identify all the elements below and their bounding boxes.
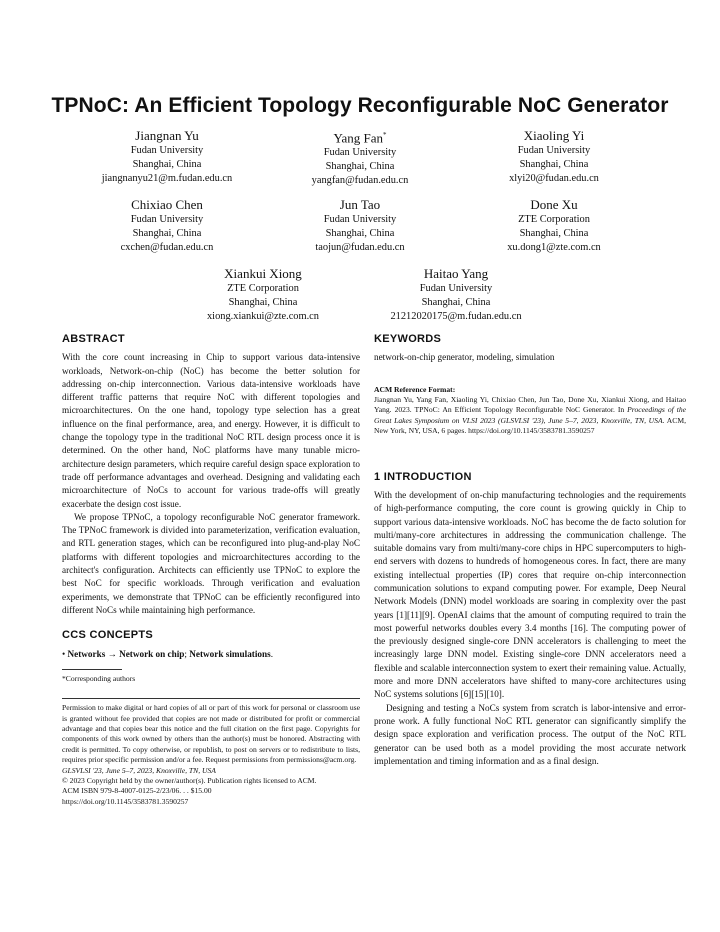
author-affiliation: Fudan University	[323, 214, 397, 225]
author-name: Jiangnan Yu	[135, 128, 199, 143]
permission-notice: Permission to make digital or hard copies of all or part of this work for personal or classroom use is granted without fee provided that copies are not made or distributed for profit or commercial advantage and that copies bear this notice and the full citation on the first page. Copyrights for components of this work owned by others than the author(s) must be honored. Abstracting with credit is permitted. To copy otherwise, or republish, to post on servers or to redistribute to lists, requires prior specific permission and/or a fee. Request permissions from permissions@acm.org.	[62, 703, 360, 765]
ref-format	[374, 395, 686, 437]
author-affiliation: Fudan University	[130, 145, 204, 156]
right-column	[374, 333, 686, 768]
ref-format-heading: ACM Reference Format:	[374, 384, 456, 394]
paper-title: TPNoC: An Efficient Topology Reconfigurable NoC Generator	[51, 94, 669, 117]
author-affiliation: ZTE Corporation	[518, 214, 590, 225]
author-email: yangfan@fudan.edu.cn	[311, 175, 409, 187]
copyright: © 2023 Copyright held by the owner/author(s). Publication rights licensed to ACM.	[62, 776, 317, 786]
ccs-term: Network simulations	[189, 648, 271, 659]
author-affiliation: Fudan University	[517, 145, 591, 156]
author-name: Xiankui Xiong	[224, 266, 302, 281]
author-block	[434, 127, 674, 186]
author-name: Haitao Yang	[423, 266, 489, 281]
author-name: Done Xu	[530, 197, 578, 212]
keywords: network-on-chip generator, modeling, simulation	[374, 352, 555, 363]
author-affiliation: Fudan University	[130, 214, 204, 225]
ref-text: ACM, New York, NY, USA, 6 pages. https://doi.org/10.1145/3583781.3590257	[374, 415, 687, 436]
ref-text: Jiangnan Yu, Yang Fan, Xiaoling Yi, Chixiao Chen, Jun Tao, Done Xu, Xiankui Xiong, and Haitao Yang. 2023. TPNoC: An Efficient Topology Reconfigurable NoC Generator. In	[374, 395, 686, 415]
intro-paragraph: Designing and testing a NoCs system from scratch is labor-intensive and error-prone work. A fully functional NoC RTL generator can significantly simplify the design space exploration and verification process. The output of the NoC RTL generator can be used both as a model providing the most accurate network implementation and timing information and as a final design.	[374, 702, 686, 766]
author-block	[336, 265, 576, 324]
author-location: Shanghai, China	[132, 228, 202, 239]
intro-paragraph: With the development of on-chip manufacturing technologies and the requirements of high-performance computing, the core count is growing quickly in Chip to support various data-intensive workloads. NoC has become the de facto solution for multi/many-core architectures in addressing the communication challenge. The suitable domains vary from multi/many-core chips in HPC supercomputers to high-end servers with dozens to hundreds of homogeneous cores. In fact, there are many existing intellectual properties (IP) cores that require on-chip interconnection communication solutions to expand computing power. For example, Deep Neural Network Models (DNN) model workloads are soaring in complexity over the past years [1][11][9]. OpenAI claims that the amount of computing required to train the most powerful networks doubles every 3.4 months [16]. The computing power of the previously designed single-core DNN accelerators is challenging to meet the increasingly large DNN model. Existing single-core DNN accelerators need a flexible and scalable interconnection system to exert their remaining value. Actually, more and more DNN accelerators have shifted to many-core architectures using NoC systems solutions [6][15][10].	[374, 489, 686, 700]
permission-rule	[62, 698, 360, 699]
author-location: Shanghai, China	[325, 228, 395, 239]
author-name: Xiaoling Yi	[523, 128, 585, 143]
author-email: xiong.xiankui@zte.com.cn	[206, 311, 319, 322]
author-affiliation: ZTE Corporation	[227, 283, 299, 294]
ccs-term: Networks	[67, 648, 106, 659]
footnote: *Corresponding authors	[62, 673, 136, 683]
ccs-term: Network on chip	[119, 648, 185, 659]
author-email: 21212020175@m.fudan.edu.cn	[390, 311, 522, 322]
ref-proceedings: Proceedings of the Great Lakes Symposium on VLSI 2023 (GLSVLSI '23), June 5–7, 2023, Knoxville, TN, USA.	[374, 405, 686, 425]
author-location: Shanghai, China	[421, 297, 491, 308]
author-affiliation: Fudan University	[323, 147, 397, 159]
author-location: Shanghai, China	[228, 297, 298, 308]
author-name: Chixiao Chen	[131, 197, 203, 212]
author-block	[434, 196, 674, 255]
author-location: Shanghai, China	[325, 161, 395, 173]
abstract-paragraph: With the core count increasing in Chip to support various data-intensive workloads, Network-on-chip (NoC) has become the better solution for addressing on-chip interconnection. Various data-intensive workloads have different traffic patterns that require NoC with different topologies and microarchitectures. On the one hand, topology type selection has a great influence on the final performance, area, and energy. However, it is difficult to change the topology type in the traditional NoC RTL design process once it is determined. On the other hand, NoC platforms have many tunable micro-architecture design parameters, which require careful design space exploration to trade off performance advantages and overhead. Designing and validating each microarchitecture of NoCs to account for various trade-offs will greatly exacerbate the design cost issue.	[62, 352, 360, 509]
author-location: Shanghai, China	[132, 159, 202, 170]
separator: ;	[184, 648, 190, 659]
abstract-heading: ABSTRACT	[62, 333, 125, 345]
keywords-heading: KEYWORDS	[374, 333, 442, 345]
corresponding-mark: *	[383, 131, 387, 139]
venue: GLSVLSI '23, June 5–7, 2023, Knoxville, TN, USA	[62, 765, 216, 775]
author-name: Yang Fan	[333, 130, 384, 146]
period: .	[270, 648, 273, 659]
author-location: Shanghai, China	[519, 228, 589, 239]
ccs-heading: CCS CONCEPTS	[62, 629, 153, 642]
author-email: xlyi20@fudan.edu.cn	[509, 173, 599, 184]
doi: https://doi.org/10.1145/3583781.3590257	[62, 796, 189, 806]
author-email: cxchen@fudan.edu.cn	[120, 242, 214, 253]
author-email: jiangnanyu21@m.fudan.edu.cn	[101, 173, 233, 184]
ccs-concepts	[62, 648, 360, 661]
author-affiliation: Fudan University	[419, 283, 493, 294]
author-email: taojun@fudan.edu.cn	[315, 242, 405, 253]
abstract-paragraph: We propose TPNoC, a topology reconfigurable NoC generator framework. The TPNoC framework is divided into parameterization, verification evaluation, and RTL generation stages, which can be reconfigured into plug-and-play NoC platforms with different topologies and microarchitectures according to the architect's configuration. Architects can efficiently use TPNoC to explore the best NoC for specific workloads. Through verification and evaluation experiments, we demonstrate that TPNoC can be efficiently reconfigured into different NoCs while maintaining high performance.	[62, 511, 360, 615]
bullet: •	[62, 648, 66, 659]
author-email: xu.dong1@zte.com.cn	[507, 242, 601, 253]
left-column	[62, 333, 360, 807]
intro-heading: 1 INTRODUCTION	[374, 470, 472, 483]
author-name: Jun Tao	[339, 197, 381, 212]
author-location: Shanghai, China	[519, 159, 589, 170]
arrow: →	[105, 648, 120, 659]
isbn: ACM ISBN 979-8-4007-0125-2/23/06. . . $15.00	[62, 786, 212, 796]
footnote-rule	[62, 669, 122, 670]
